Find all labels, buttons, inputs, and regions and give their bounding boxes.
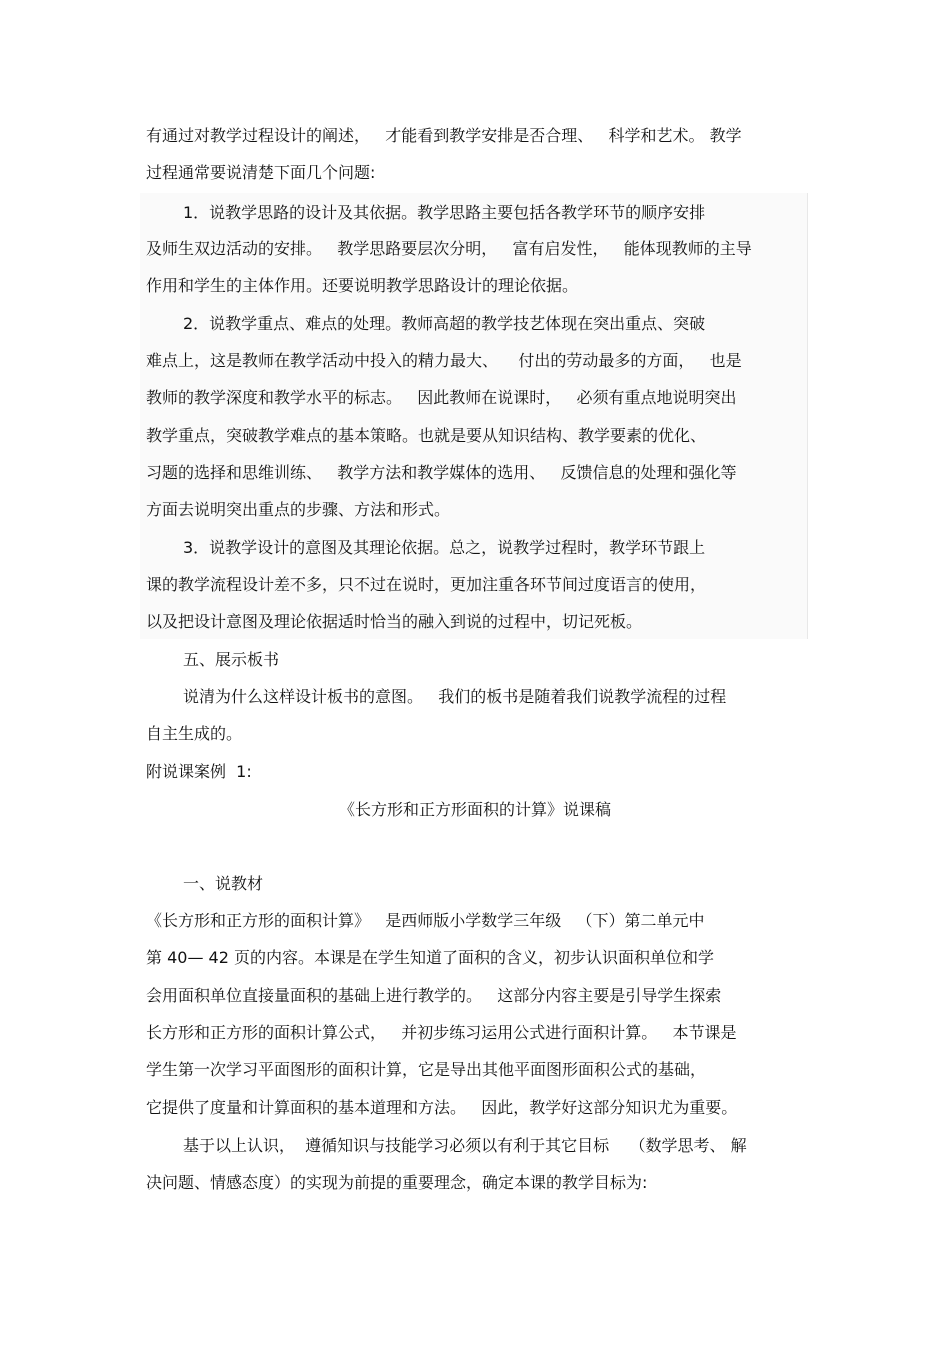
item-1-line-3: 作用和学生的主体作用。还要说明教学思路设计的理论依据。: [146, 276, 579, 295]
section-5-line-1: 说清为什么这样设计板书的意图。 我们的板书是随着我们说教学流程的过程: [183, 687, 727, 706]
section-1-line-1: 《长方形和正方形的面积计算》 是西师版小学数学三年级 （下）第二单元中: [146, 911, 705, 930]
highlighted-block: [140, 193, 808, 639]
item-1-line-2: 及师生双边活动的安排。 教学思路要层次分明， 富有启发性， 能体现教师的主导: [146, 239, 752, 258]
section-1-line-4: 长方形和正方形的面积计算公式， 并初步练习运用公式进行面积计算。 本节课是: [146, 1023, 737, 1042]
section-5-title: 五、展示板书: [183, 650, 280, 669]
appendix-label: 附说课案例 1:: [146, 762, 252, 781]
item-2-line-4: 教学重点，突破教学难点的基本策略。也就是要从知识结构、教学要素的优化、: [146, 426, 707, 445]
case-title: 《长方形和正方形面积的计算》说课稿: [338, 800, 611, 819]
item-3-line-2: 课的教学流程设计差不多，只不过在说时，更加注重各环节间过度语言的使用，: [146, 575, 707, 594]
item-2-line-2: 难点上，这是教师在教学活动中投入的精力最大、 付出的劳动最多的方面， 也是: [146, 351, 742, 370]
section-1-line-3: 会用面积单位直接量面积的基础上进行教学的。 这部分内容主要是引导学生探索: [146, 986, 722, 1005]
goals-line-1: 基于以上认识， 遵循知识与技能学习必须以有利于其它目标 （数学思考、 解: [183, 1136, 747, 1155]
item-2-line-1: 2．说教学重点、难点的处理。教师高超的教学技艺体现在突出重点、突破: [183, 314, 706, 333]
item-3-line-1: 3．说教学设计的意图及其理论依据。总之，说教学过程时，教学环节跟上: [183, 538, 706, 557]
section-1-line-5: 学生第一次学习平面图形的面积计算，它是导出其他平面图形面积公式的基础，: [146, 1060, 707, 1079]
intro-line-1: 有通过对教学过程设计的阐述， 才能看到教学安排是否合理、 科学和艺术。 教学: [146, 126, 742, 145]
goals-line-2: 决问题、情感态度）的实现为前提的重要理念，确定本课的教学目标为:: [146, 1173, 648, 1192]
section-1-line-2: 第 40— 42 页的内容。本课是在学生知道了面积的含义，初步认识面积单位和学: [146, 948, 714, 967]
section-5-line-2: 自主生成的。: [146, 724, 243, 743]
item-3-line-3: 以及把设计意图及理论依据适时恰当的融入到说的过程中，切记死板。: [146, 612, 643, 631]
section-1-line-6: 它提供了度量和计算面积的基本道理和方法。 因此，教学好这部分知识尤为重要。: [146, 1098, 738, 1117]
item-1-line-1: 1．说教学思路的设计及其依据。教学思路主要包括各教学环节的顺序安排: [183, 203, 706, 222]
section-1-title: 一、说教材: [183, 874, 264, 893]
item-2-line-3: 教师的教学深度和教学水平的标志。 因此教师在说课时， 必须有重点地说明突出: [146, 388, 737, 407]
item-2-line-5: 习题的选择和思维训练、 教学方法和教学媒体的选用、 反馈信息的处理和强化等: [146, 463, 737, 482]
item-2-line-6: 方面去说明突出重点的步骤、方法和形式。: [146, 500, 451, 519]
intro-line-2: 过程通常要说清楚下面几个问题:: [146, 163, 376, 182]
